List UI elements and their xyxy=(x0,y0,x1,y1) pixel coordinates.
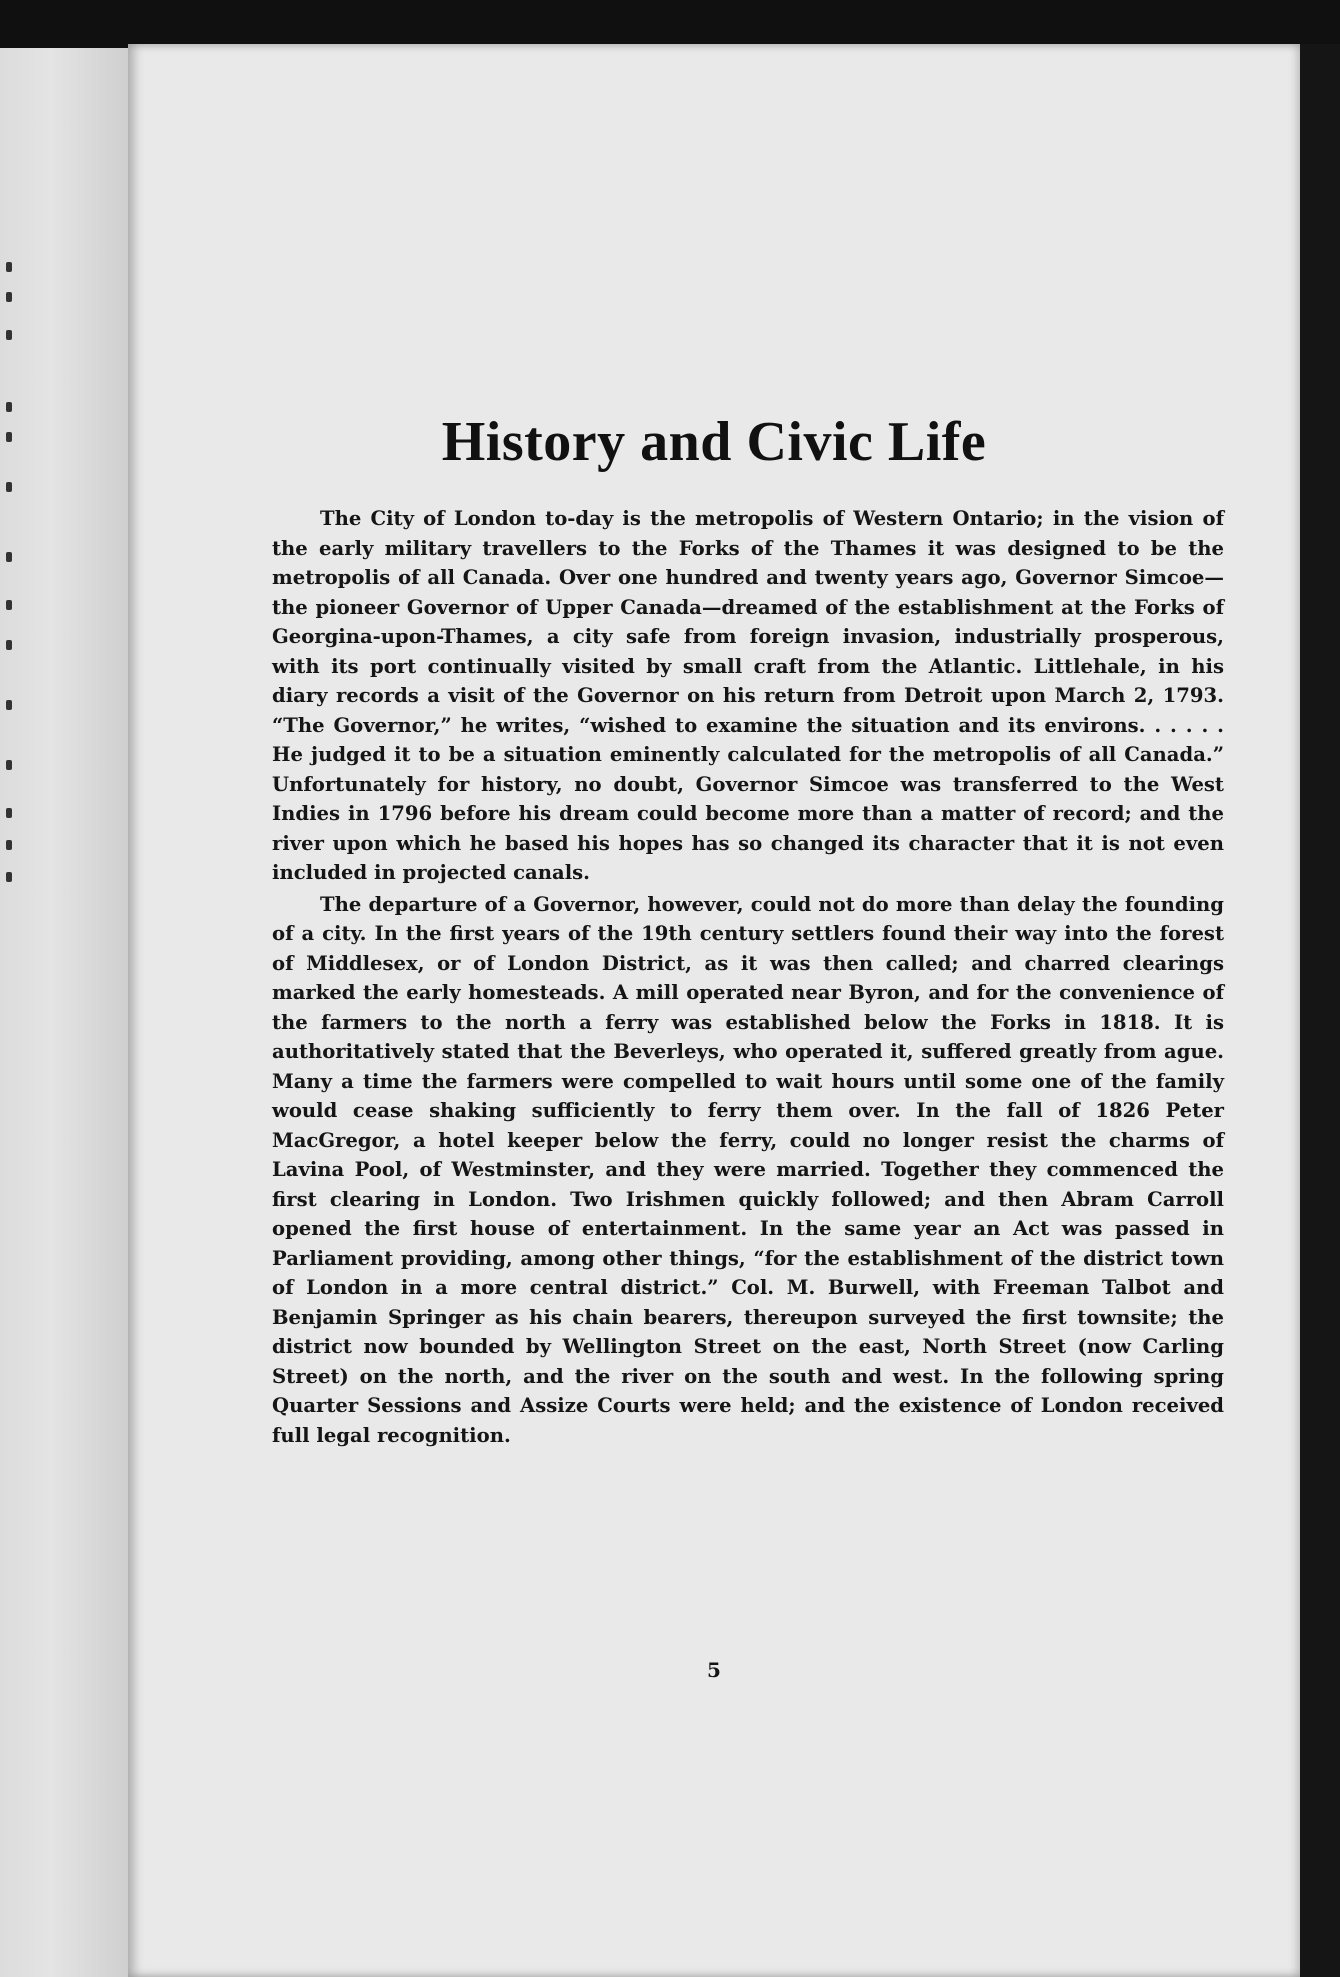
page-title: History and Civic Life xyxy=(441,411,987,473)
margin-mark xyxy=(6,402,12,412)
body-text xyxy=(272,504,1224,1452)
paragraph: The City of London to-day is the metropolis of Western Ontario; in the vision of the early military travellers to the Forks of the Thames it was designed to be the metropolis of all Canada. Over one hundred and twenty years ago, Governor Simcoe—the pioneer Governor of Upper Canada—dreamed of the establishment at the Forks of Georgina-upon-Thames, a city safe from foreign invasion, industrially prosperous, with its port continually visited by small craft from the Atlantic. Littlehale, in his diary records a visit of the Governor on his return from Detroit upon March 2, 1793. “The Governor,” he writes, “wished to examine the situation and its environs. . . . . . He judged it to be a situation eminently calculated for the metropolis of all Canada.” Unfortunately for history, no doubt, Governor Simcoe was transferred to the West Indies in 1796 before his dream could become more than a matter of record; and the river upon which he based his hopes has so changed its character that it is not even included in projected canals. xyxy=(272,507,1224,884)
margin-mark xyxy=(6,840,12,850)
margin-mark xyxy=(6,872,12,882)
margin-mark xyxy=(6,482,12,492)
margin-mark xyxy=(6,700,12,710)
margin-mark xyxy=(6,292,12,302)
margin-mark xyxy=(6,808,12,818)
scan-top-border xyxy=(0,0,1340,48)
margin-mark xyxy=(6,600,12,610)
adjacent-page-edge xyxy=(0,0,128,1977)
document-page xyxy=(128,44,1300,1977)
margin-mark xyxy=(6,552,12,562)
margin-mark xyxy=(6,640,12,650)
margin-mark xyxy=(6,760,12,770)
margin-mark xyxy=(6,262,12,272)
margin-mark xyxy=(6,330,12,340)
margin-mark xyxy=(6,432,12,442)
paragraph: The departure of a Governor, however, could not do more than delay the founding of a city. In the first years of the 19th century settlers found their way into the forest of Middlesex, or of London District, as it was then called; and charred clearings marked the early homesteads. A mill operated near Byron, and for the convenience of the farmers to the north a ferry was established below the Forks in 1818. It is authoritatively stated that the Beverleys, who operated it, suffered greatly from ague. Many a time the farmers were compelled to wait hours until some one of the family would cease shaking sufficiently to ferry them over. In the fall of 1826 Peter MacGregor, a hotel keeper below the ferry, could no longer resist the charms of Lavina Pool, of Westminster, and they were married. Together they commenced the first clearing in London. Two Irishmen quickly followed; and then Abram Carroll opened the first house of entertainment. In the same year an Act was passed in Parliament providing, among other things, “for the establishment of the district town of London in a more central district.” Col. M. Burwell, with Freeman Talbot and Benjamin Springer as his chain bearers, thereupon surveyed the first townsite; the district now bounded by Wellington Street on the east, North Street (now Carling Street) on the north, and the river on the south and west. In the following spring Quarter Sessions and Assize Courts were held; and the existence of London received full legal recognition. xyxy=(272,892,1224,1447)
page-number: 5 xyxy=(707,1658,721,1682)
scan-right-border xyxy=(1300,44,1340,1977)
